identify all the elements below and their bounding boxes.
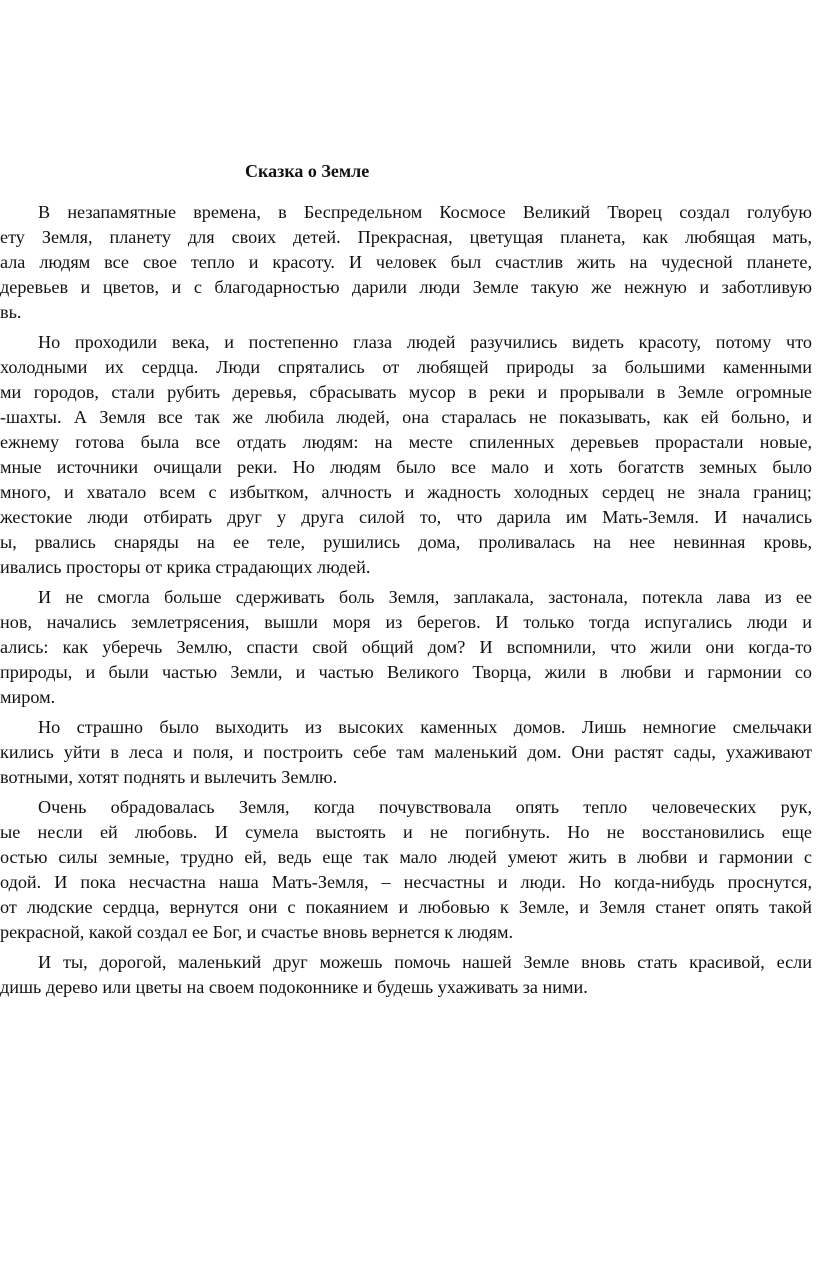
paragraph-3-line-4: природы, и были частью Земли, и частью Великого Творца, жили в любви и гармонии со <box>0 662 812 682</box>
paragraph-1-line-4: деревьев и цветов, и с благодарностью дарили люди Земле такую же нежную и заботливую <box>0 277 812 297</box>
paragraph-2-line-2: холодными их сердца. Люди спрятались от любящей природы за большими каменными <box>0 357 812 377</box>
paragraph-2-line-8: жестокие люди отбирать друг у друга силой то, что дарила им Мать-Земля. И начались <box>0 507 812 527</box>
paragraph-3-line-1: И не смогла больше сдерживать боль Земля, заплакала, застонала, потекла лава из ее <box>38 587 812 607</box>
paragraph-5-line-3: остью силы земные, трудно ей, ведь еще так мало людей умеют жить в любви и гармонии с <box>0 847 812 867</box>
document-title: Сказка о Земле <box>245 161 370 181</box>
paragraph-2-line-9: ы, рвались снаряды на ее теле, рушились дома, проливалась на нее невинная кровь, <box>0 532 812 552</box>
paragraph-2-line-4: -шахты. А Земля все так же любила людей, она старалась не показывать, как ей больно, и <box>0 407 812 427</box>
paragraph-1-line-3: ала людям все свое тепло и красоту. И человек был счастлив жить на чудесной планете, <box>0 252 812 272</box>
paragraph-4-line-2: кились уйти в леса и поля, и построить себе там маленький дом. Они растят сады, ухаживают <box>0 742 812 762</box>
paragraph-1-line-1: В незапамятные времена, в Беспредельном Космосе Великий Творец создал голубую <box>38 202 812 222</box>
paragraph-4-line-1: Но страшно было выходить из высоких каменных домов. Лишь немногие смельчаки <box>38 717 812 737</box>
paragraph-5-line-4: одой. И пока несчастна наша Мать-Земля, – несчастны и люди. Но когда-нибудь проснутся, <box>0 872 812 892</box>
paragraph-3-line-5: миром. <box>0 687 56 707</box>
paragraph-1-line-5: вь. <box>0 302 22 322</box>
paragraph-6-line-2: дишь дерево или цветы на своем подоконнике и будешь ухаживать за ними. <box>0 977 588 997</box>
paragraph-2-line-1: Но проходили века, и постепенно глаза людей разучились видеть красоту, потому что <box>38 332 812 352</box>
paragraph-2-line-7: много, и хватало всем с избытком, алчность и жадность холодных сердец не знала границ; <box>0 482 812 502</box>
paragraph-6-line-1: И ты, дорогой, маленький друг можешь помочь нашей Земле вновь стать красивой, если <box>38 952 812 972</box>
paragraph-5-line-6: рекрасной, какой создал ее Бог, и счастье вновь вернется к людям. <box>0 922 514 942</box>
paragraph-2-line-3: ми городов, стали рубить деревья, сбрасывать мусор в реки и прорывали в Земле огромные <box>0 382 812 402</box>
paragraph-5-line-2: ые несли ей любовь. И сумела выстоять и не погибнуть. Но не восстановились еще <box>0 822 812 842</box>
paragraph-5-line-5: от людские сердца, вернутся они с покаянием и любовью к Земле, и Земля станет опять такой <box>0 897 812 917</box>
paragraph-2-line-6: мные источники очищали реки. Но людям было все мало и хоть богатств земных было <box>0 457 812 477</box>
paragraph-4-line-3: вотными, хотят поднять и вылечить Землю. <box>0 767 338 787</box>
paragraph-1-line-2: ету Земля, планету для своих детей. Прекрасная, цветущая планета, как любящая мать, <box>0 227 812 247</box>
paragraph-3-line-2: нов, начались землетрясения, вышли моря из берегов. И только тогда испугались люди и <box>0 612 812 632</box>
paragraph-3-line-3: ались: как уберечь Землю, спасти свой общий дом? И вспомнили, что жили они когда-то <box>0 637 812 657</box>
paragraph-5-line-1: Очень обрадовалась Земля, когда почувствовала опять тепло человеческих рук, <box>38 797 812 817</box>
paragraph-2-line-5: ежнему готова была все отдать людям: на месте спиленных деревьев прорастали новые, <box>0 432 812 452</box>
paragraph-2-line-10: ивались просторы от крика страдающих людей. <box>0 557 371 577</box>
